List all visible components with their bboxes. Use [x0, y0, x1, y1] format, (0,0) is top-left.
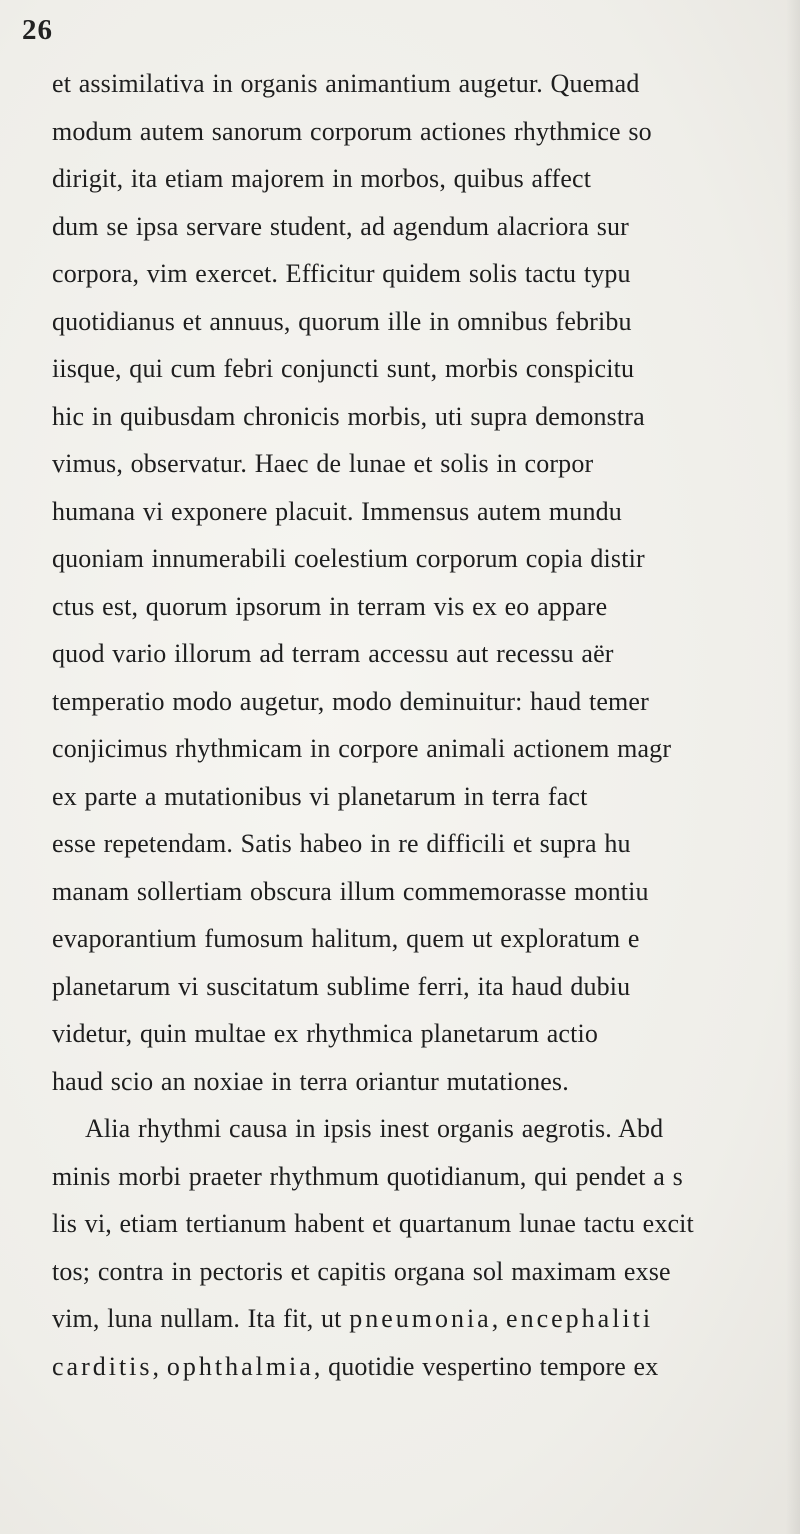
text-line-2: modum autem sanorum corporum actiones rhythmice so: [52, 116, 652, 146]
text-line-28-separator: ,: [152, 1351, 167, 1381]
term-pneumonia: pneumonia: [349, 1304, 492, 1333]
text-line-18: manam sollertiam obscura illum commemorasse montiu: [52, 876, 649, 906]
text-line-10: humana vi exponere placuit. Immensus autem mundu: [52, 496, 622, 526]
text-line-4: dum se ipsa servare student, ad agendum alacriora sur: [52, 211, 629, 241]
term-ophthalmia: ophthalmia: [166, 1351, 314, 1381]
text-line-23-paragraph-start: Alia rhythmi causa in ipsis inest organis aegrotis. Abd: [85, 1114, 664, 1143]
text-line-3: dirigit, ita etiam majorem in morbos, quibus affect: [52, 164, 592, 193]
text-line-15: conjicimus rhythmicam in corpore animali actionem magr: [52, 734, 672, 763]
text-line-9: vimus, observatur. Haec de lunae et solis in corpor: [52, 449, 594, 478]
text-line-27-lead: vim, luna nullam. Ita fit, ut: [52, 1304, 350, 1333]
term-encephaliti: encephaliti: [506, 1304, 654, 1333]
text-line-19: evaporantium fumosum halitum, quem ut exploratum e: [52, 924, 640, 953]
text-line-22: haud scio an noxiae in terra oriantur mutationes.: [52, 1066, 569, 1096]
text-line-16: ex parte a mutationibus vi planetarum in terra fact: [52, 781, 588, 811]
text-line-24: minis morbi praeter rhythmum quotidianum, qui pendet a s: [52, 1161, 683, 1191]
body-text: [52, 60, 800, 1390]
page-number: 26: [22, 14, 53, 46]
text-line-28-tail: , quotidie vespertino tempore ex: [313, 1351, 659, 1381]
text-line-27-separator: ,: [491, 1304, 507, 1333]
text-line-26: tos; contra in pectoris et capitis organa sol maximam exse: [52, 1256, 671, 1286]
text-line-11: quoniam innumerabili coelestium corporum copia distir: [52, 544, 645, 573]
text-line-28: [52, 1343, 800, 1391]
term-carditis: carditis: [52, 1351, 153, 1381]
text-line-27: [52, 1295, 800, 1343]
text-line-7: iisque, qui cum febri conjuncti sunt, morbis conspicitu: [52, 354, 635, 383]
text-line-25: lis vi, etiam tertianum habent et quartanum lunae tactu excit: [52, 1209, 694, 1238]
text-line-1: et assimilativa in organis animantium augetur. Quemad: [52, 69, 640, 98]
text-line-21: videtur, quin multae ex rhythmica planetarum actio: [52, 1019, 599, 1048]
text-line-17: esse repetendam. Satis habeo in re difficili et supra hu: [52, 829, 631, 858]
text-line-6: quotidianus et annuus, quorum ille in omnibus febribu: [52, 306, 632, 336]
page-edge-shadow: [786, 0, 800, 1534]
text-line-8: hic in quibusdam chronicis morbis, uti supra demonstra: [52, 401, 645, 431]
text-line-14: temperatio modo augetur, modo deminuitur: haud temer: [52, 686, 649, 716]
text-line-12: ctus est, quorum ipsorum in terram vis ex eo appare: [52, 591, 608, 621]
text-line-20: planetarum vi suscitatum sublime ferri, ita haud dubiu: [52, 971, 631, 1001]
text-line-13: quod vario illorum ad terram accessu aut recessu aër: [52, 639, 614, 668]
text-line-5: corpora, vim exercet. Efficitur quidem solis tactu typu: [52, 259, 631, 288]
